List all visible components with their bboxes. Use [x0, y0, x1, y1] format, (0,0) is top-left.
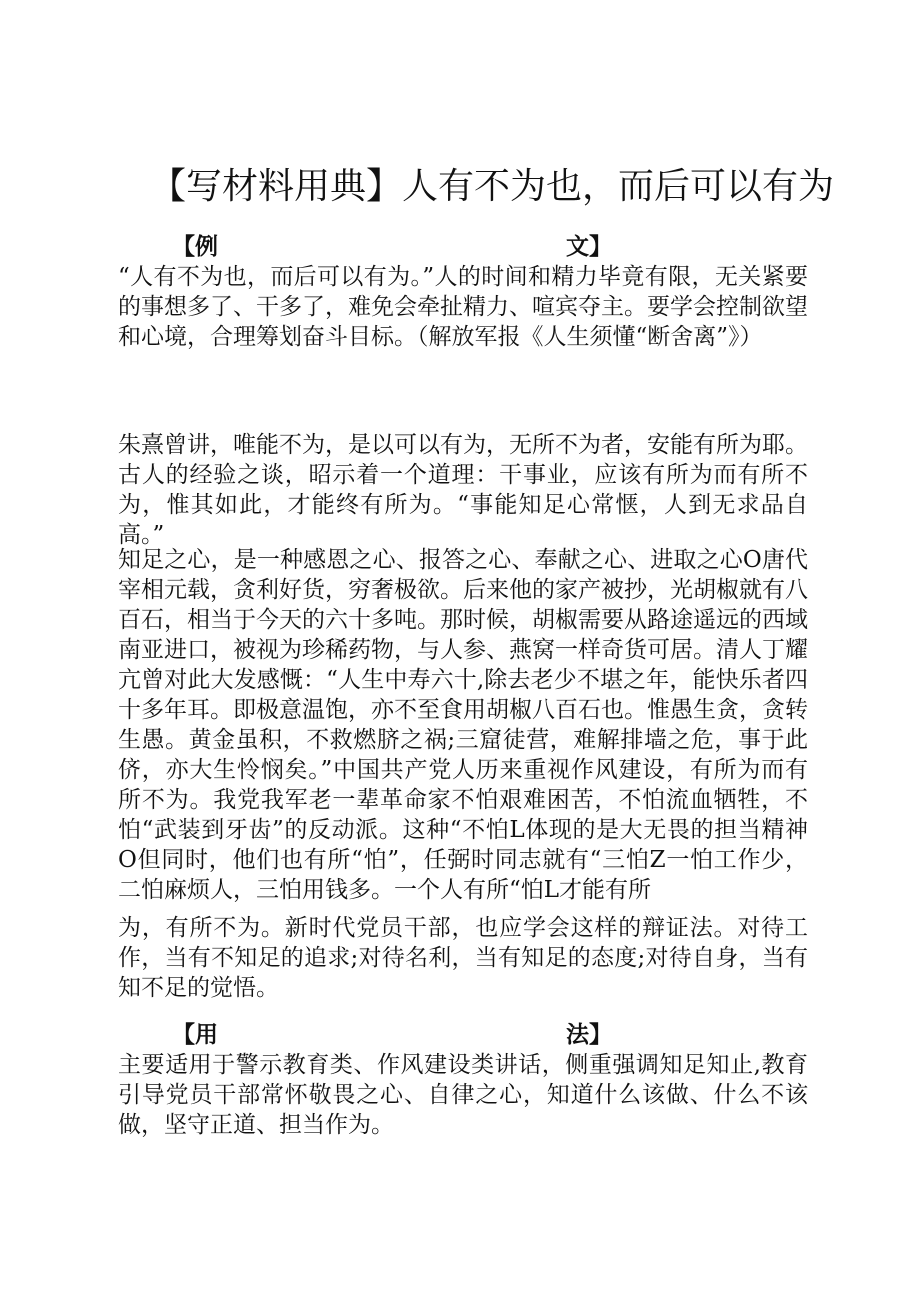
- usage-section-heading: [172, 1020, 612, 1050]
- body-paragraph-zhuxi: 朱熹曾讲，唯能不为，是以可以有为，无所不为者，安能有所为耶。古人的经验之谈，昭示着一个道理：干事业，应该有所为而有所不为，惟其如此，才能终有所为。“事能知足心常惬，人到无求品自高。”: [118, 432, 808, 548]
- page-title: 【写材料用典】人有不为也，而后可以有为: [150, 166, 835, 207]
- body-paragraph-contentment: 知足之心，是一种感恩之心、报答之心、奉献之心、进取之心O唐代宰相元载，贪利好货，穷奢极欲。后来他的家产被抄，光胡椒就有八百石，相当于今天的六十多吨。那时候，胡椒需要从路途遥远的西域南亚进口，被视为珍稀药物，与人参、燕窝一样奇货可居。清人丁耀亢曾对此大发感慨：“人生中寿六十,除去老少不堪之年，能快乐者四十多年耳。即极意温饱，亦不至食用胡椒八百石也。惟愚生贪，贪转生愚。黄金虽积，不救燃脐之祸;三窟徒营，难解排墙之危，事于此侪，亦大生怜悯矣。”中国共产党人历来重视作风建设，有所为而有所不为。我党我军老一辈革命家不怕艰难困苦，不怕流血牺牲，不怕“武装到牙齿”的反动派。这种“不怕L体现的是大无畏的担当精神O但同时，他们也有所“怕”，任弼时同志就有“三怕Z一怕工作少，二怕麻烦人，三怕用钱多。一个人有所“怕L才能有所: [118, 547, 808, 903]
- example-heading-right: 文】: [566, 233, 612, 260]
- example-paragraph: “人有不为也，而后可以有为。”人的时间和精力毕竟有限，无关紧要的事想多了、干多了，难免会牵扯精力、喧宾夺主。要学会控制欲望和心境，合理筹划奋斗目标。（解放军报《人生须懂“断舍离”》）: [118, 264, 808, 350]
- usage-heading-left: 【用: [172, 1021, 218, 1048]
- usage-paragraph: 主要适用于警示教育类、作风建设类讲话，侧重强调知足知止,教育引导党员干部常怀敬畏之心、自律之心，知道什么该做、什么不该做，坚守正道、担当作为。: [118, 1052, 808, 1138]
- body-paragraph-dialectics: 为，有所不为。新时代党员干部，也应学会这样的辩证法。对待工作，当有不知足的追求;对待名利，当有知足的态度;对待自身，当有知不足的觉悟。: [118, 915, 808, 1001]
- example-section-heading: [172, 232, 612, 262]
- usage-heading-right: 法】: [566, 1021, 612, 1048]
- example-heading-left: 【例: [172, 233, 218, 260]
